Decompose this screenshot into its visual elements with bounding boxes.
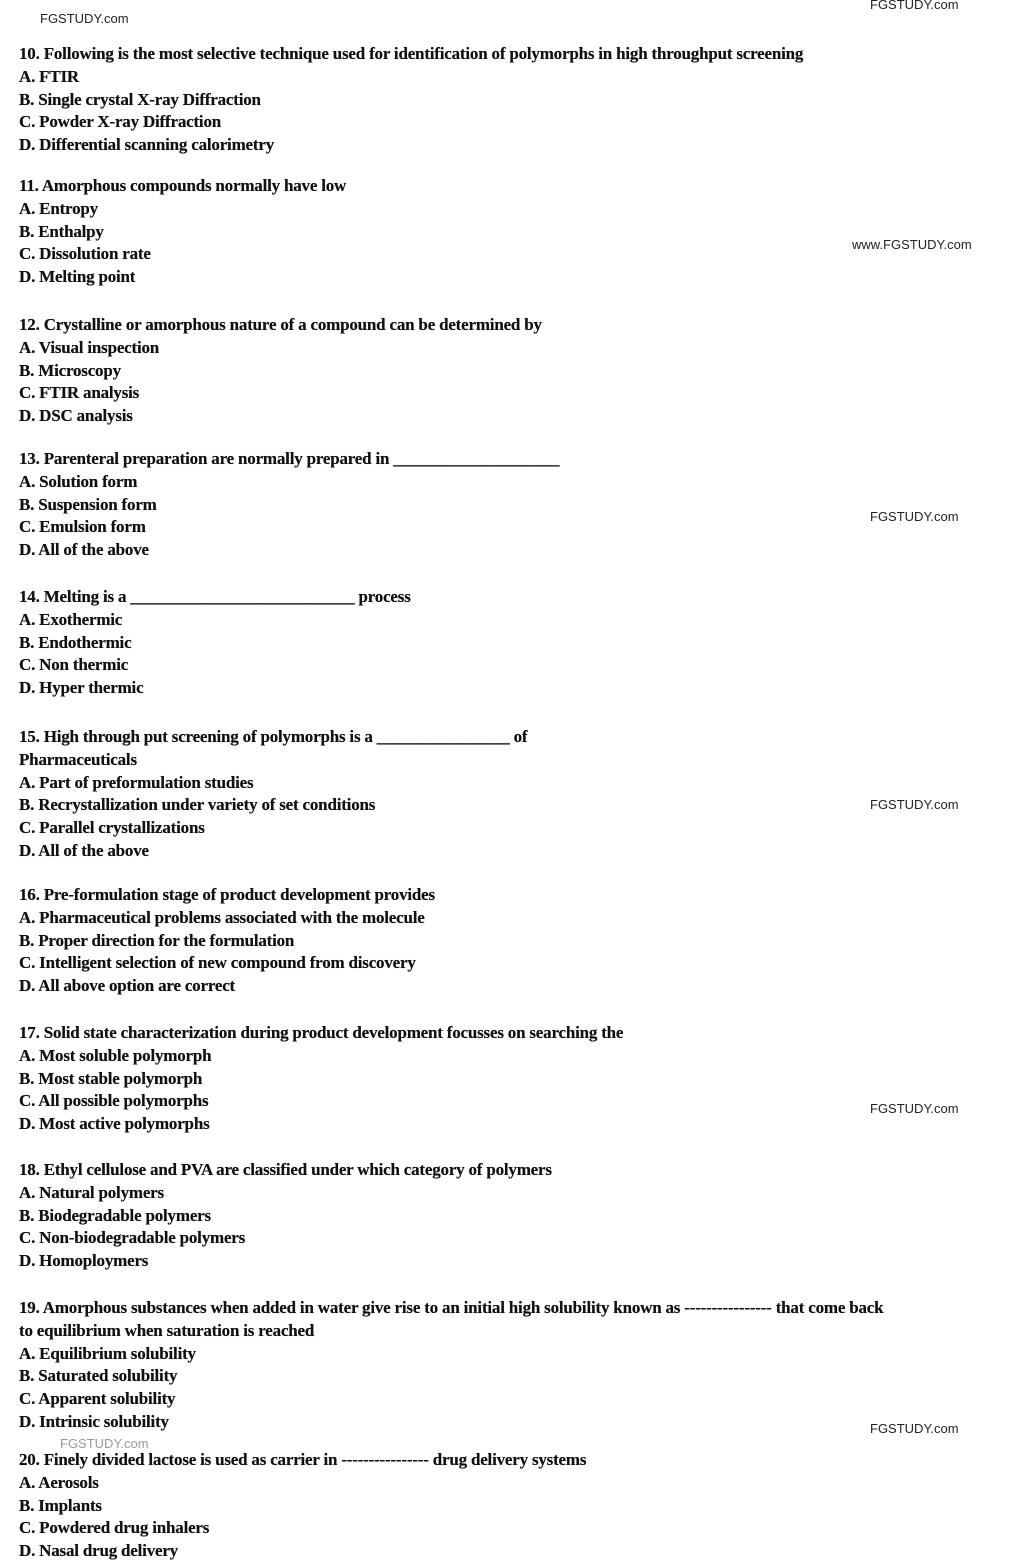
question-stem: Pharmaceuticals xyxy=(19,749,137,769)
answer-option: D. DSC analysis xyxy=(19,406,133,426)
answer-option: B. Proper direction for the formulation xyxy=(19,930,295,950)
answer-option: D. Homoploymers xyxy=(19,1251,149,1271)
answer-option: B. Single crystal X-ray Diffraction xyxy=(19,89,261,109)
question-11 xyxy=(19,175,346,289)
answer-option: D. Intrinsic solubility xyxy=(19,1411,169,1431)
answer-option: D. All above option are correct xyxy=(19,976,236,996)
answer-option: A. Natural polymers xyxy=(19,1182,164,1202)
answer-option: C. FTIR analysis xyxy=(19,383,140,403)
question-17 xyxy=(19,1022,623,1136)
question-13 xyxy=(19,448,559,562)
question-stem: 13. Parenteral preparation are normally prepared in ____________________ xyxy=(19,449,560,468)
answer-option: B. Suspension form xyxy=(19,494,157,514)
question-20 xyxy=(19,1449,586,1563)
answer-option: A. Pharmaceutical problems associated with the molecule xyxy=(19,907,425,927)
watermark: FGSTUDY.com xyxy=(870,1101,959,1116)
answer-option: B. Biodegradable polymers xyxy=(19,1205,211,1225)
question-stem: 10. Following is the most selective technique used for identification of polymorphs in high throughput screening xyxy=(19,44,804,63)
answer-option: C. Non thermic xyxy=(19,655,129,675)
question-stem: 19. Amorphous substances when added in water give rise to an initial high solubility known as ---------------- that come back xyxy=(19,1298,884,1317)
watermark: FGSTUDY.com xyxy=(870,509,959,524)
answer-option: A. Visual inspection xyxy=(19,337,160,357)
answer-option: A. FTIR xyxy=(19,66,79,86)
answer-option: C. Powder X-ray Diffraction xyxy=(19,112,222,132)
question-15 xyxy=(19,726,527,863)
question-stem: 18. Ethyl cellulose and PVA are classified under which category of polymers xyxy=(19,1160,552,1179)
answer-option: A. Solution form xyxy=(19,471,138,491)
answer-option: C. Intelligent selection of new compound from discovery xyxy=(19,953,416,973)
answer-option: B. Microscopy xyxy=(19,360,121,380)
question-stem: 16. Pre-formulation stage of product development provides xyxy=(19,885,435,904)
question-19 xyxy=(19,1297,883,1434)
answer-option: B. Most stable polymorph xyxy=(19,1068,203,1088)
answer-option: D. All of the above xyxy=(19,540,149,560)
question-stem: 11. Amorphous compounds normally have low xyxy=(19,176,347,195)
answer-option: D. All of the above xyxy=(19,840,149,860)
answer-option: B. Saturated solubility xyxy=(19,1366,178,1386)
question-stem: 17. Solid state characterization during product development focusses on searching the xyxy=(19,1023,624,1042)
answer-option: D. Hyper thermic xyxy=(19,678,144,698)
answer-option: A. Aerosols xyxy=(19,1472,99,1492)
question-stem: 14. Melting is a ___________________________ process xyxy=(19,587,411,606)
answer-option: D. Most active polymorphs xyxy=(19,1114,210,1134)
watermark: FGSTUDY.com xyxy=(870,1421,959,1436)
watermark: FGSTUDY.com xyxy=(60,1436,149,1451)
watermark: FGSTUDY.com xyxy=(40,11,129,26)
answer-option: A. Most soluble polymorph xyxy=(19,1045,212,1065)
answer-option: C. Powdered drug inhalers xyxy=(19,1518,210,1538)
question-stem: 12. Crystalline or amorphous nature of a compound can be determined by xyxy=(19,315,542,334)
answer-option: C. All possible polymorphs xyxy=(19,1091,209,1111)
answer-option: B. Implants xyxy=(19,1495,102,1515)
question-16 xyxy=(19,884,435,998)
answer-option: D. Differential scanning calorimetry xyxy=(19,135,274,155)
question-12 xyxy=(19,314,542,428)
answer-option: A. Part of preformulation studies xyxy=(19,772,254,792)
answer-option: D. Melting point xyxy=(19,267,136,287)
answer-option: D. Nasal drug delivery xyxy=(19,1541,178,1561)
answer-option: C. Dissolution rate xyxy=(19,244,151,264)
answer-option: B. Recrystallization under variety of set conditions xyxy=(19,795,376,815)
answer-option: C. Emulsion form xyxy=(19,517,146,537)
answer-option: C. Apparent solubility xyxy=(19,1389,176,1409)
question-14 xyxy=(19,586,411,700)
answer-option: A. Exothermic xyxy=(19,609,123,629)
answer-option: B. Endothermic xyxy=(19,632,132,652)
answer-option: C. Non-biodegradable polymers xyxy=(19,1228,246,1248)
question-stem: 15. High through put screening of polymorphs is a ________________ of xyxy=(19,727,528,746)
answer-option: B. Enthalpy xyxy=(19,221,104,241)
answer-option: A. Equilibrium solubility xyxy=(19,1343,196,1363)
watermark: www.FGSTUDY.com xyxy=(852,237,972,252)
question-18 xyxy=(19,1159,552,1273)
watermark: FGSTUDY.com xyxy=(870,797,959,812)
question-10 xyxy=(19,43,803,157)
question-stem: to equilibrium when saturation is reached xyxy=(19,1320,315,1340)
question-stem: 20. Finely divided lactose is used as carrier in ---------------- drug delivery systems xyxy=(19,1450,587,1469)
watermark: FGSTUDY.com xyxy=(870,0,959,12)
answer-option: C. Parallel crystallizations xyxy=(19,818,205,838)
answer-option: A. Entropy xyxy=(19,198,98,218)
